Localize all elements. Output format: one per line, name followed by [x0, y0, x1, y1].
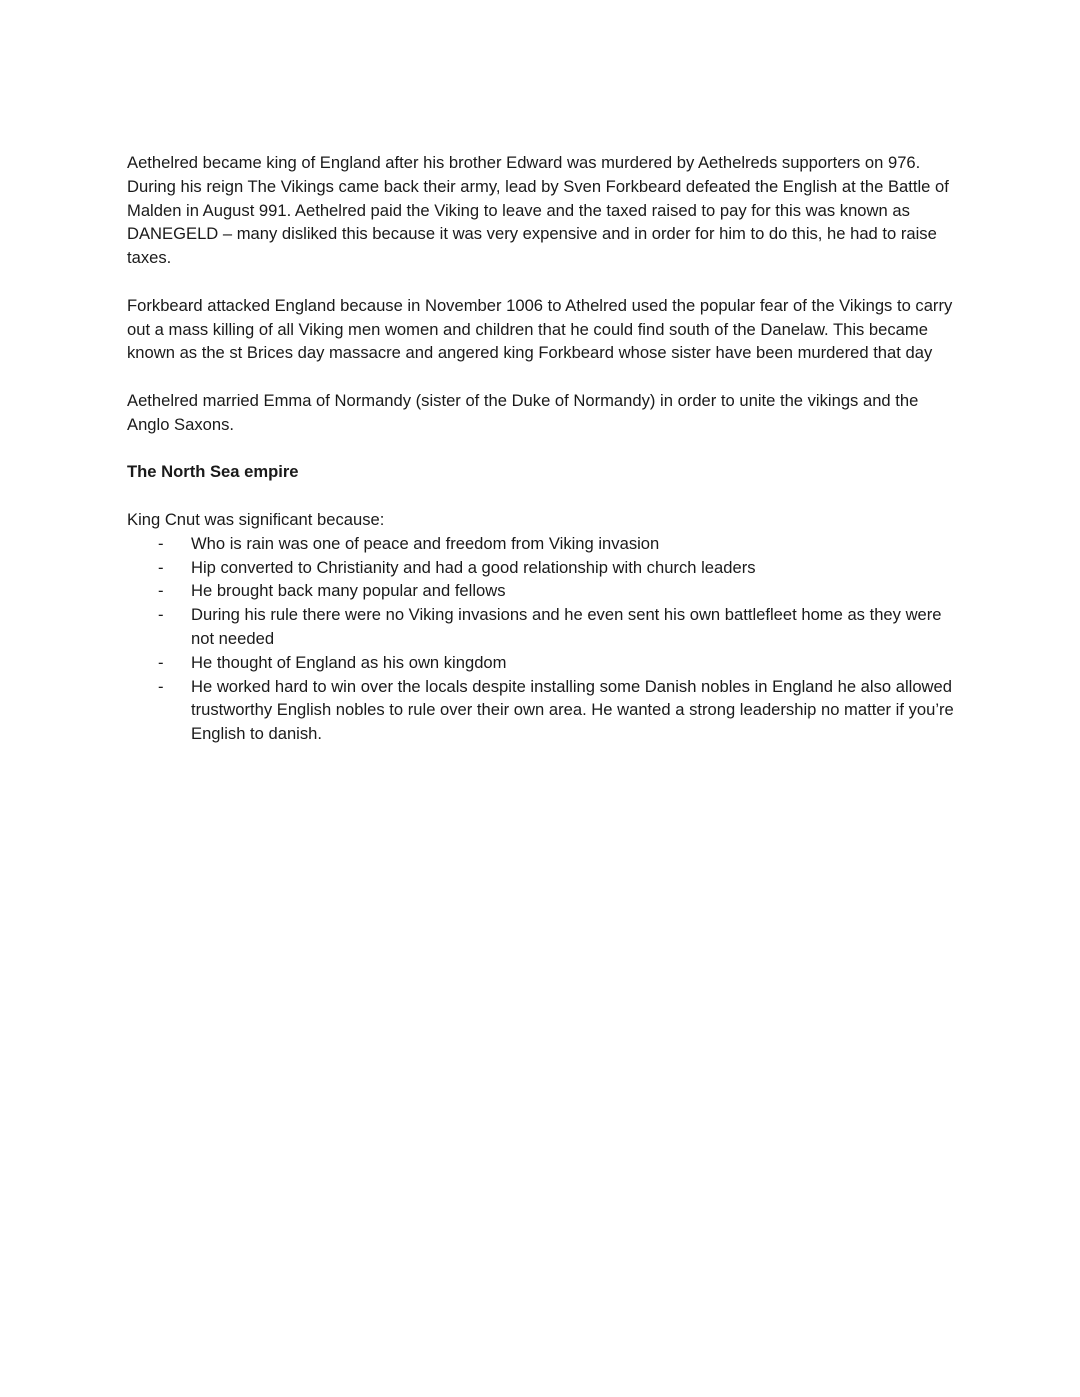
section-intro: King Cnut was significant because: [127, 509, 385, 529]
bullet-list [127, 532, 957, 746]
list-item-text: He thought of England as his own kingdom [191, 652, 507, 672]
list-item [127, 603, 957, 651]
bullet-dash: - [158, 652, 164, 672]
bullet-dash: - [158, 533, 164, 553]
list-item-text: He worked hard to win over the locals despite installing some Danish nobles in England he also allowed trustworthy English nobles to rule over their own area. He wanted a strong leadership no matter if you’re English to danish. [191, 676, 954, 744]
list-item-text: During his rule there were no Viking invasions and he even sent his own battlefleet home as they were not needed [191, 605, 942, 648]
list-item-text: Who is rain was one of peace and freedom from Viking invasion [191, 533, 660, 553]
list-item [127, 579, 957, 603]
list-item-text: Hip converted to Christianity and had a good relationship with church leaders [191, 557, 756, 577]
bullet-dash: - [158, 581, 164, 601]
list-item [127, 556, 957, 580]
paragraph-aethelred-reign: Aethelred became king of England after his brother Edward was murdered by Aethelreds supporters on 976. During his reign The Vikings came back their army, lead by Sven Forkbeard defeated the English at the Battle of Malden in August 991. Aethelred paid the Viking to leave and the taxed raised to pay for this was known as DANEGELD – many disliked this because it was very expensive and in order for him to do this, he had to raise taxes. [127, 153, 949, 268]
bullet-dash: - [158, 605, 164, 625]
paragraph-aethelred-marriage: Aethelred married Emma of Normandy (sister of the Duke of Normandy) in order to unite the vikings and the Anglo Saxons. [127, 390, 919, 434]
paragraph-forkbeard-attack: Forkbeard attacked England because in November 1006 to Athelred used the popular fear of the Vikings to carry out a mass killing of all Viking men women and children that he could find south of the Danelaw. This became known as the st Brices day massacre and angered king Forkbeard whose sister have been murdered that day [127, 295, 953, 363]
bullet-dash: - [158, 676, 164, 696]
list-item [127, 532, 957, 556]
list-item-text: He brought back many popular and fellows [191, 581, 506, 601]
document-page [127, 151, 957, 746]
list-item [127, 651, 957, 675]
list-item [127, 675, 957, 746]
section-heading: The North Sea empire [127, 462, 299, 482]
bullet-dash: - [158, 557, 164, 577]
